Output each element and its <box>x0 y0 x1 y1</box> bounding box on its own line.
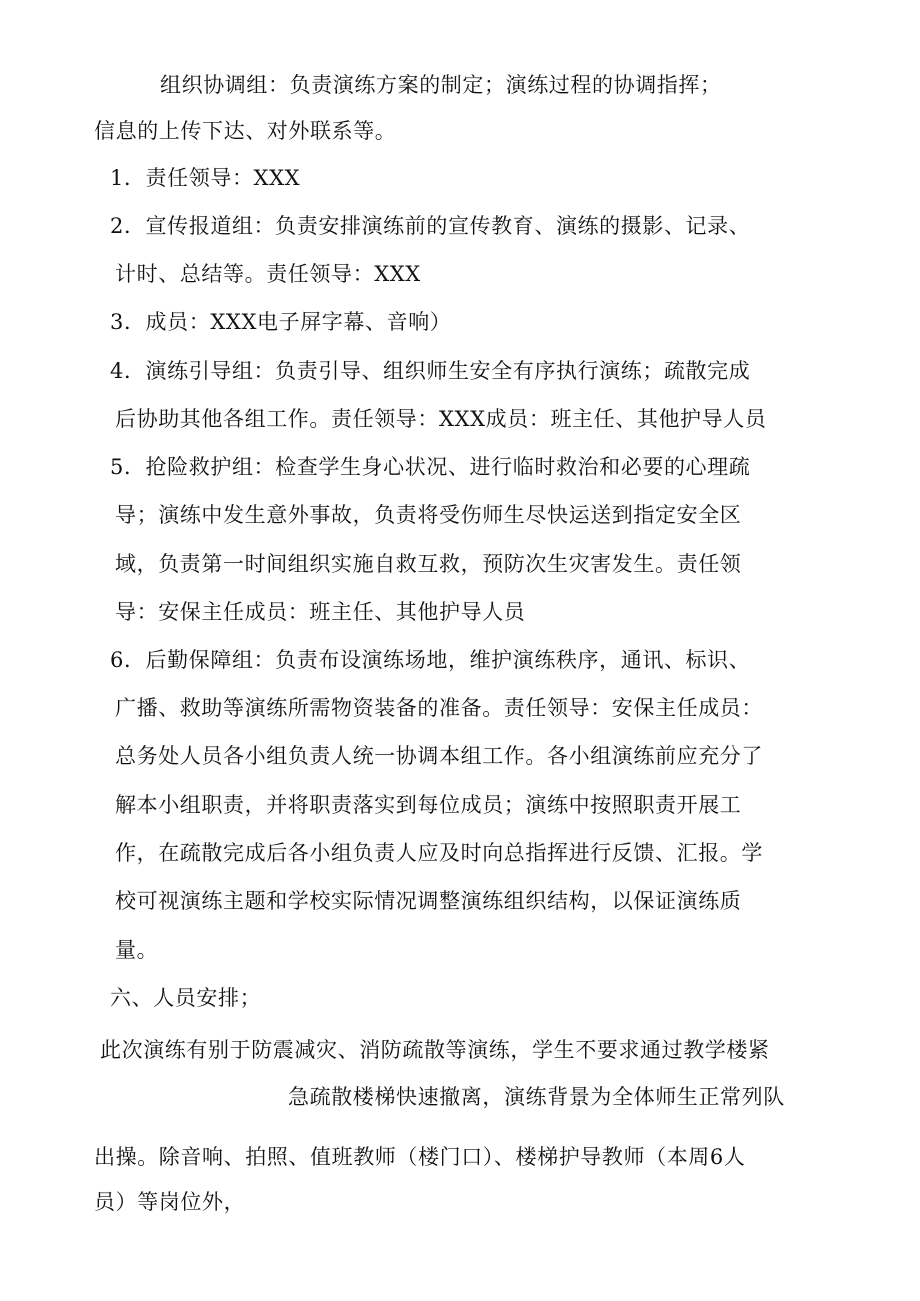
list-item-line: 5．抢险救护组：检查学生身心状况、进行临时救治和必要的心理疏 <box>110 455 751 479</box>
list-item-line: 2．宣传报道组：负责安排演练前的宣传教育、演练的摄影、记录、 <box>110 214 751 238</box>
paragraph-line: 员）等岗位外， <box>94 1190 246 1214</box>
section-heading: 六、人员安排； <box>110 986 262 1010</box>
list-item-line: 后协助其他各组工作。责任领导：XXX成员：班主任、其他护导人员 <box>115 407 767 431</box>
list-item-line: 4．演练引导组：负责引导、组织师生安全有序执行演练；疏散完成 <box>110 359 751 383</box>
list-item-line: 计时、总结等。责任领导：XXX <box>115 262 421 286</box>
list-item-line: 导：安保主任成员：班主任、其他护导人员 <box>115 600 526 624</box>
list-item-line: 量。 <box>115 938 159 962</box>
list-item-line: 作，在疏散完成后各小组负责人应及时向总指挥进行反馈、汇报。学 <box>115 841 763 865</box>
list-item-line: 导；演练中发生意外事故，负责将受伤师生尽快运送到指定安全区 <box>115 503 742 527</box>
list-item-line: 解本小组职责，并将职责落实到每位成员；演练中按照职责开展工 <box>115 793 742 817</box>
paragraph-line: 此次演练有别于防震减灾、消防疏散等演练，学生不要求通过教学楼紧 <box>100 1038 770 1062</box>
list-item-line: 6．后勤保障组：负责布设演练场地，维护演练秩序，通讯、标识、 <box>110 648 751 672</box>
list-item-line: 广播、救助等演练所需物资装备的准备。责任领导：安保主任成员： <box>115 696 763 720</box>
paragraph-line: 急疏散楼梯快速撤离，演练背景为全体师生正常列队 <box>288 1085 785 1109</box>
list-item-line: 3．成员：XXX电子屏字幕、音响） <box>110 310 452 334</box>
list-item-line: 校可视演练主题和学校实际情况调整演练组织结构，以保证演练质 <box>115 889 742 913</box>
paragraph-line: 出操。除音响、拍照、值班教师（楼门口）、楼梯护导教师（本周6人 <box>94 1145 746 1169</box>
paragraph-line: 信息的上传下达、对外联系等。 <box>94 119 397 143</box>
paragraph-line: 组织协调组：负责演练方案的制定；演练过程的协调指挥； <box>160 73 722 97</box>
list-item-line: 域，负责第一时间组织实施自救互救，预防次生灾害发生。责任领 <box>115 552 742 576</box>
list-item-line: 总务处人员各小组负责人统一协调本组工作。各小组演练前应充分了 <box>115 744 763 768</box>
list-item-line: 1．责任领导：XXX <box>110 166 301 190</box>
